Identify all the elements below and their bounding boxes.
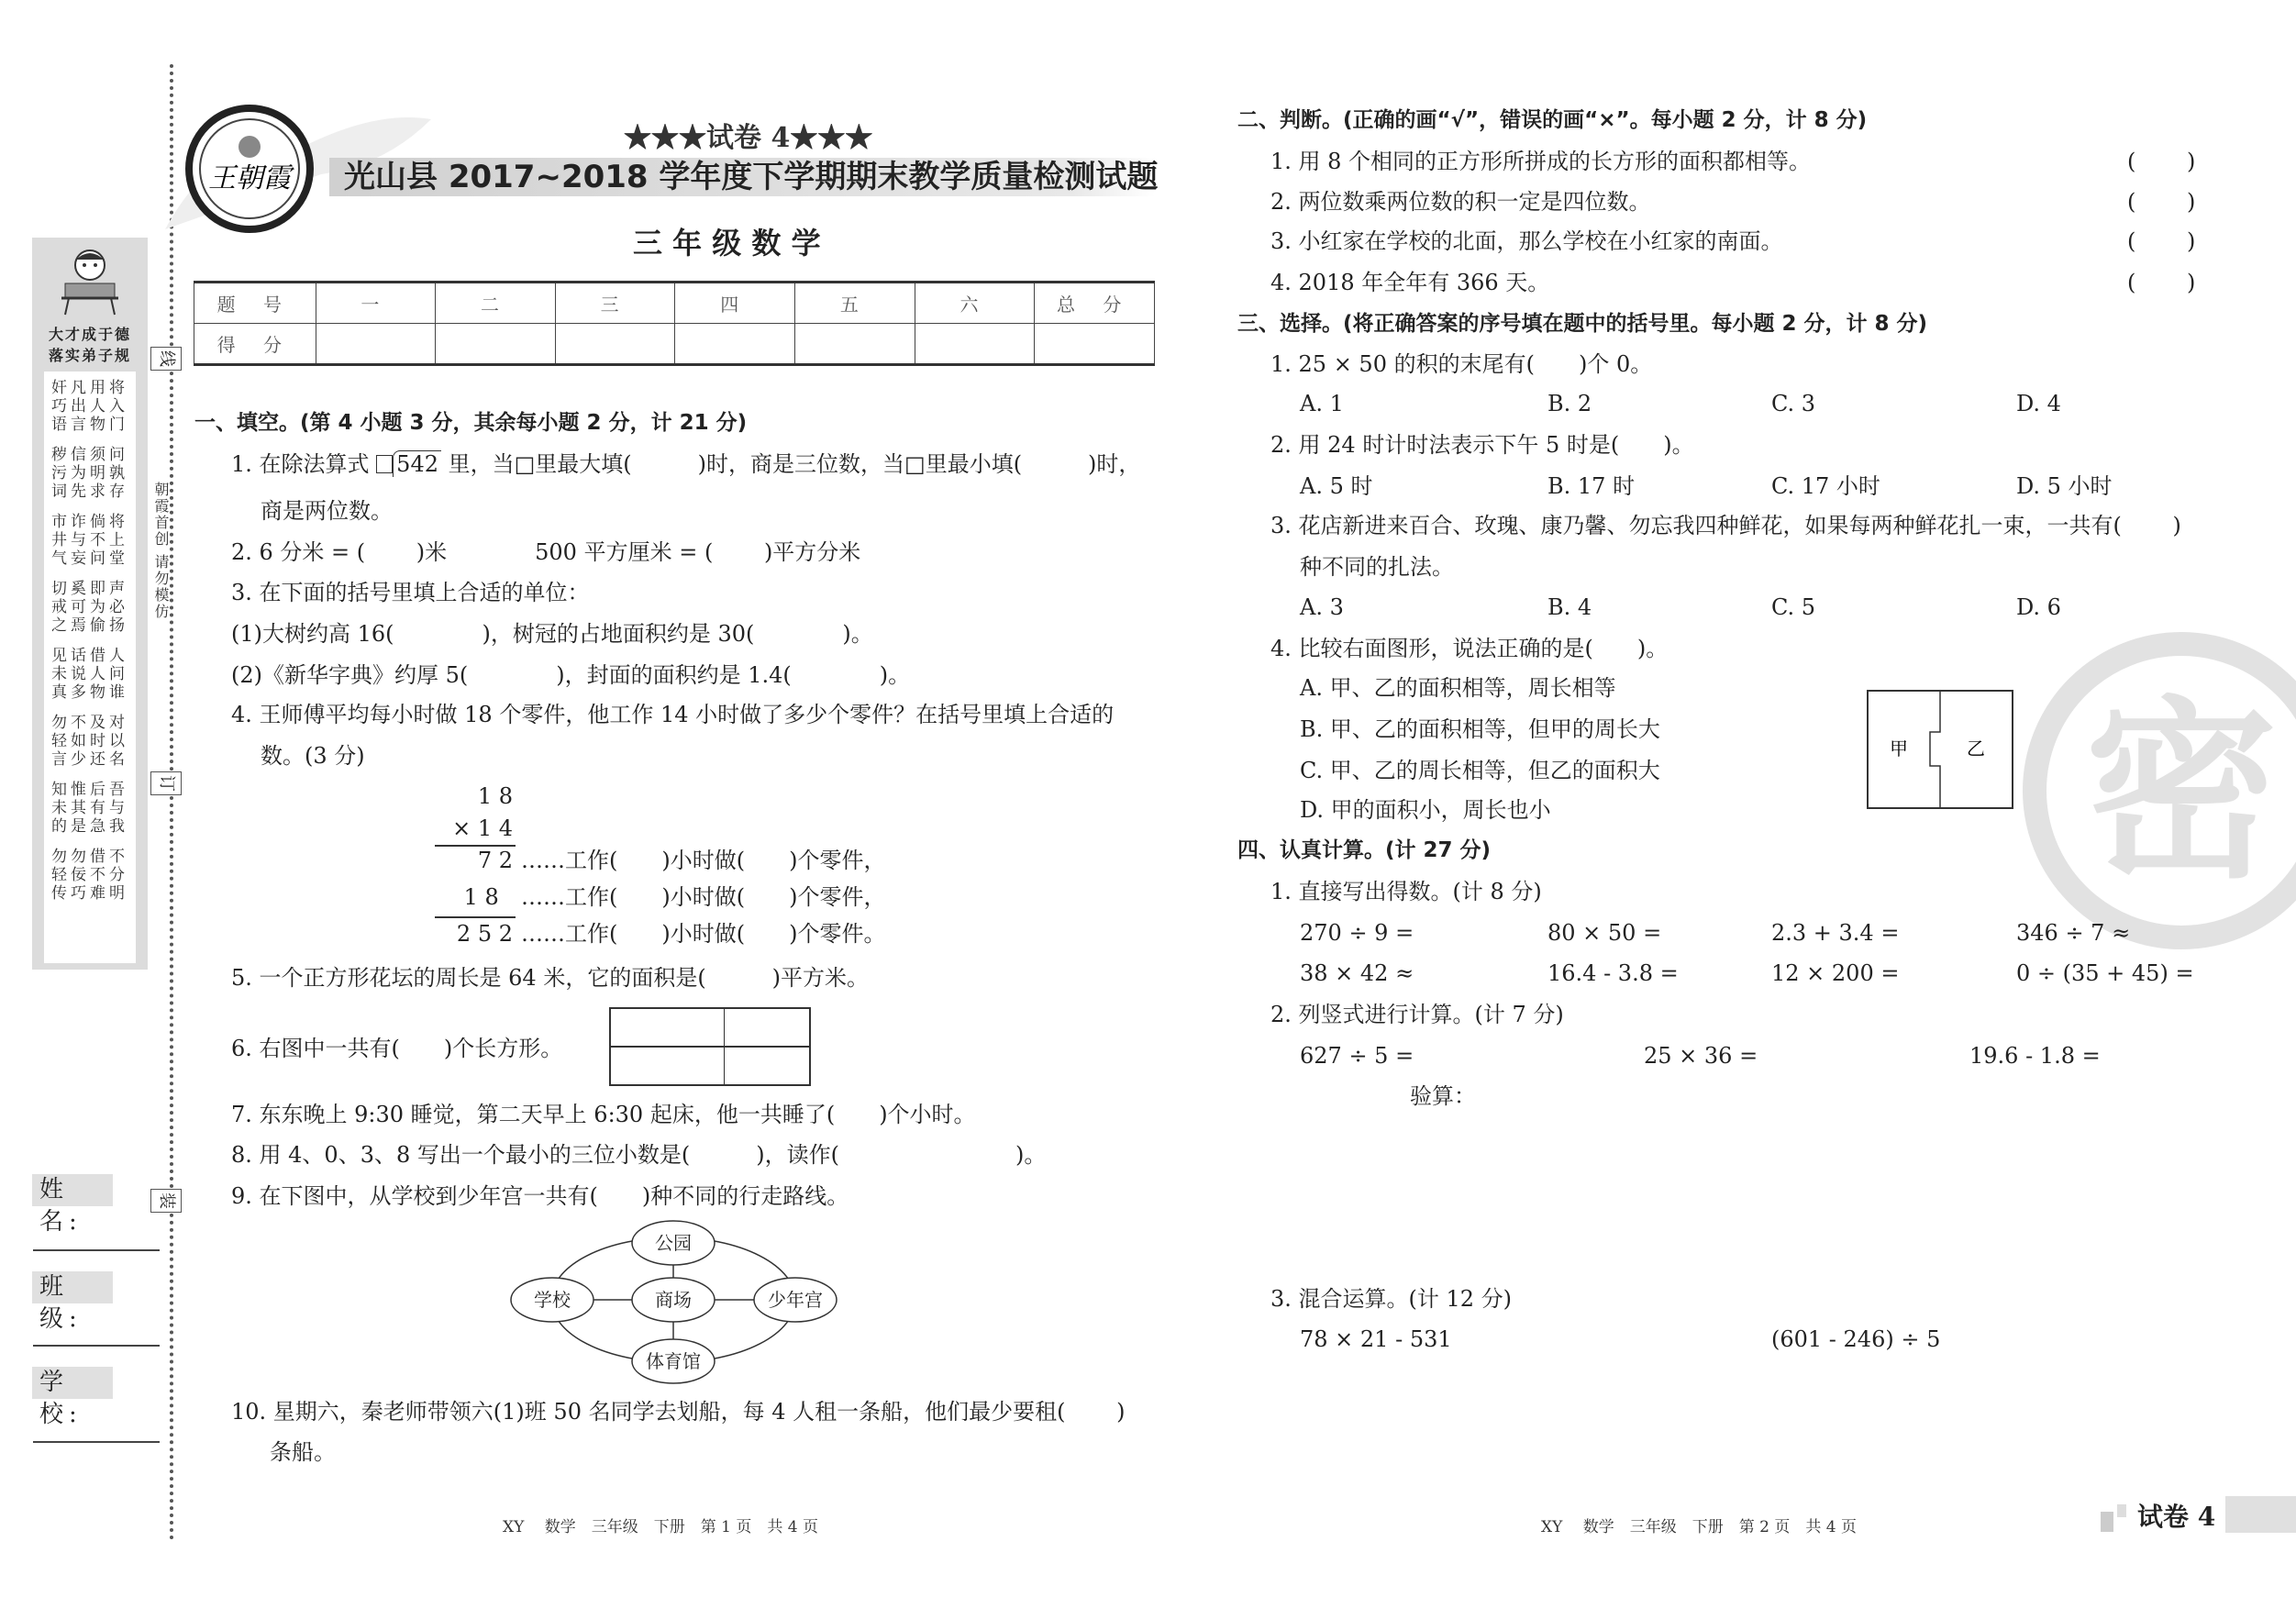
shape-b-label: 乙 <box>1967 738 1985 760</box>
judge-item: 4. 2018 年全年有 366 天。 <box>1270 270 1550 295</box>
question-7: 7. 东东晚上 9:30 睡觉，第二天早上 6:30 起床，他一共睡了( )个小时。 <box>231 1102 976 1127</box>
watermark-glyph: 密 <box>2084 680 2279 904</box>
calc-part-1: 1. 直接写出得数。(计 8 分) <box>1270 879 1542 904</box>
calc-explain-2: ……工作( )小时做( )个零件， <box>521 884 886 910</box>
shape-a-label: 甲 <box>1890 738 1908 760</box>
motto-line-2: 落实弟子规 <box>48 347 131 364</box>
calc-explain-3: ……工作( )小时做( )个零件。 <box>521 921 886 947</box>
option: A. 5 时 <box>1300 473 1373 499</box>
calc-multiplicand: 1 8 <box>477 783 513 809</box>
choice-question-2: 2. 用 24 时计时法表示下午 5 时是( )。 <box>1270 432 1694 458</box>
node-park: 公园 <box>655 1232 692 1254</box>
verse-group: 勿勿借不 轻佞不分 传巧难明 <box>51 848 128 903</box>
option: A. 3 <box>1300 594 1344 620</box>
mental-calc-item: 80 × 50 = <box>1547 920 1662 946</box>
question-8: 8. 用 4、0、3、8 写出一个最小的三位小数是( )，读作( )。 <box>231 1142 1047 1168</box>
question-3-2: (2)《新华字典》约厚 5( )，封面的面积约是 1.4( )。 <box>231 662 911 688</box>
page-footer-right: XY 数学 三年级 下册 第 2 页 共 4 页 <box>1541 1518 1857 1536</box>
node-school: 学校 <box>534 1289 571 1311</box>
header-cell: 题 号 <box>194 283 316 324</box>
mental-calc-item: 0 ÷ (35 + 45) = <box>2016 960 2194 986</box>
tab-decoration <box>2101 1512 2113 1532</box>
judge-item: 2. 两位数乘两位数的积一定是四位数。 <box>1270 189 1651 215</box>
mental-calc-item: 270 ÷ 9 = <box>1300 920 1414 946</box>
calc-partial-2: 1 8 <box>463 884 513 910</box>
mental-calc-item: 12 × 200 = <box>1771 960 1900 986</box>
answer-bracket[interactable]: ( ) <box>2127 228 2196 254</box>
option: A. 甲、乙的面积相等，周长相等 <box>1300 675 1616 701</box>
score-cell[interactable] <box>795 324 915 365</box>
logo-wordmark: 王朝霞 <box>208 162 291 194</box>
header-cell: 五 <box>795 283 915 324</box>
header-cell: 一 <box>316 283 436 324</box>
sidebar-motto-panel <box>32 238 148 970</box>
exam-title: 光山县 2017~2018 学年度下学期期末教学质量检测试题 <box>344 159 1159 195</box>
verse-group: 勿不及对 轻如时以 言少还名 <box>51 714 128 769</box>
node-mall: 商场 <box>655 1289 692 1311</box>
verse-group: 奸凡用将 巧出人入 语言物门 <box>51 379 128 434</box>
bind-mark-bind: 装 <box>150 1189 182 1213</box>
mental-calc-item: 2.3 + 3.4 = <box>1771 920 1900 946</box>
option: B. 4 <box>1547 594 1592 620</box>
choice-question-1: 1. 25 × 50 的积的末尾有( )个 0。 <box>1270 351 1653 377</box>
choice-question-4: 4. 比较右面图形，说法正确的是( )。 <box>1270 636 1669 661</box>
class-field[interactable] <box>33 1345 160 1347</box>
section-2-title: 二、判断。(正确的画“√”，错误的画“×”。每小题 2 分，计 8 分) <box>1237 108 1868 132</box>
option: D. 5 小时 <box>2016 473 2113 499</box>
question-1: 1. 在除法算式 542 里，当□里最大填( )时，商是三位数，当□里最小填( )时， <box>231 451 1141 477</box>
mental-calc-item: 38 × 42 ≈ <box>1300 960 1414 986</box>
student-cartoon-icon <box>58 245 122 318</box>
verse-group: 切奚即声 戒可为必 之焉偷扬 <box>51 580 128 635</box>
score-label: 得 分 <box>194 324 316 365</box>
class-label: 班 级: <box>32 1271 113 1303</box>
option: C. 3 <box>1771 391 1816 416</box>
calc-result: 2 5 2 <box>456 921 513 947</box>
copyright-notice: 朝霞首创 请勿模仿 <box>152 482 170 621</box>
option: B. 17 时 <box>1547 473 1636 499</box>
vertical-calc-item: 627 ÷ 5 = <box>1300 1043 1414 1069</box>
bind-mark-staple: 订 <box>150 771 182 795</box>
question-1-cont: 商是两位数。 <box>261 498 393 524</box>
name-label: 姓 名: <box>32 1174 113 1206</box>
blank-box <box>376 455 393 473</box>
calc-explain-1: ……工作( )小时做( )个零件， <box>521 848 886 873</box>
judge-item: 3. 小红家在学校的北面，那么学校在小红家的南面。 <box>1270 228 1783 254</box>
header-cell: 三 <box>555 283 675 324</box>
judge-item: 1. 用 8 个相同的正方形所拼成的长方形的面积都相等。 <box>1270 149 1812 174</box>
verse-group: 市诈倘将 井与不上 气妄问堂 <box>51 513 128 568</box>
paper-series-badge: ★★★试卷 4★★★ <box>624 122 873 154</box>
header-cell: 四 <box>675 283 795 324</box>
question-4-cont: 数。(3 分) <box>261 743 365 769</box>
vertical-calc-item: 25 × 36 = <box>1644 1043 1758 1069</box>
school-field[interactable] <box>33 1441 160 1443</box>
node-gym: 体育馆 <box>646 1350 701 1372</box>
mixed-calc-item: (601 - 246) ÷ 5 <box>1771 1326 1941 1352</box>
subject-title: 三 年 级 数 学 <box>633 226 821 261</box>
calc-part-2: 2. 列竖式进行计算。(计 7 分) <box>1270 1002 1564 1027</box>
option: D. 4 <box>2016 391 2061 416</box>
question-3: 3. 在下面的括号里填上合适的单位： <box>231 580 590 605</box>
score-cell[interactable] <box>915 324 1035 365</box>
binding-dotted-line <box>170 64 173 1541</box>
confidential-watermark <box>2020 629 2296 952</box>
score-cell[interactable] <box>316 324 436 365</box>
question-2: 2. 6 分米 = ( )米 500 平方厘米 = ( )平方分米 <box>231 539 861 565</box>
table-row <box>194 283 1155 324</box>
calc-rule <box>435 916 516 918</box>
table-row <box>194 324 1155 365</box>
score-cell[interactable] <box>1035 324 1155 365</box>
mental-calc-item: 346 ÷ 7 ≈ <box>2016 920 2131 946</box>
answer-bracket[interactable]: ( ) <box>2127 189 2196 215</box>
score-cell[interactable] <box>675 324 795 365</box>
score-cell[interactable] <box>436 324 556 365</box>
mixed-calc-item: 78 × 21 - 531 <box>1300 1326 1452 1352</box>
school-label: 学 校: <box>32 1367 113 1399</box>
verse-group: 秽信须问 污为明孰 词先求存 <box>51 446 128 501</box>
verse-group: 知惟后吾 未其有与 的是急我 <box>51 781 128 836</box>
choice-question-3-cont: 种不同的扎法。 <box>1300 554 1454 580</box>
node-youth-palace: 少年宫 <box>768 1289 823 1311</box>
paper-number-tab: 试卷 4 <box>2137 1502 2216 1532</box>
question-3-1: (1)大树约高 16( )，树冠的占地面积约是 30( )。 <box>231 621 873 647</box>
choice-question-3: 3. 花店新进来百合、玫瑰、康乃馨、勿忘我四种鲜花，如果每两种鲜花扎一束，一共有( ) <box>1270 513 2181 538</box>
option: C. 5 <box>1771 594 1816 620</box>
score-table <box>194 281 1155 366</box>
header-cell: 二 <box>436 283 556 324</box>
option: D. 甲的面积小，周长也小 <box>1300 797 1551 823</box>
shape-comparison-figure <box>1866 689 2016 812</box>
option: B. 2 <box>1547 391 1592 416</box>
motto-line-1: 大才成于德 <box>48 326 131 343</box>
check-label: 验算： <box>1410 1083 1476 1109</box>
option: C. 甲、乙的周长相等，但乙的面积大 <box>1300 758 1660 783</box>
section-4-title: 四、认真计算。(计 27 分) <box>1237 838 1492 862</box>
question-4: 4. 王师傅平均每小时做 18 个零件，他工作 14 小时做了多少个零件？在括号里填上合适的 <box>231 702 1115 727</box>
question-5: 5. 一个正方形花坛的周长是 64 米，它的面积是( )平方米。 <box>231 965 870 991</box>
option: D. 6 <box>2016 594 2061 620</box>
tab-block <box>2225 1496 2296 1533</box>
option: C. 17 小时 <box>1771 473 1880 499</box>
option: A. 1 <box>1300 391 1344 416</box>
calc-multiplier: × 1 4 <box>452 815 513 841</box>
name-field[interactable] <box>33 1249 160 1251</box>
answer-bracket[interactable]: ( ) <box>2127 149 2196 174</box>
header-cell: 总 分 <box>1035 283 1155 324</box>
section-3-title: 三、选择。(将正确答案的序号填在题中的括号里。每小题 2 分，计 8 分) <box>1237 312 1928 336</box>
motto-verses <box>44 372 136 963</box>
section-1-title: 一、填空。(第 4 小题 3 分，其余每小题 2 分，计 21 分) <box>194 411 748 435</box>
answer-bracket[interactable]: ( ) <box>2127 270 2196 295</box>
score-cell[interactable] <box>555 324 675 365</box>
header-cell: 六 <box>915 283 1035 324</box>
calc-partial-1: 7 2 <box>477 848 513 873</box>
mental-calc-item: 16.4 - 3.8 = <box>1547 960 1679 986</box>
question-10-cont: 条船。 <box>270 1439 336 1465</box>
route-map-diagram <box>495 1211 853 1394</box>
calc-part-3: 3. 混合运算。(计 12 分) <box>1270 1286 1513 1312</box>
bind-mark-line: 线 <box>150 347 182 371</box>
question-10: 10. 星期六，秦老师带领六(1)班 50 名同学去划船，每 4 人租一条船，他们最少要租( ) <box>231 1399 1126 1425</box>
verse-group: 见话借人 未说人问 真多物谁 <box>51 647 128 702</box>
tab-decoration <box>2117 1504 2126 1517</box>
question-6: 6. 右图中一共有( )个长方形。 <box>231 1036 563 1061</box>
vertical-calc-item: 19.6 - 1.8 = <box>1969 1043 2101 1069</box>
question-9: 9. 在下图中，从学校到少年宫一共有( )种不同的行走路线。 <box>231 1183 849 1209</box>
page-footer-left: XY 数学 三年级 下册 第 1 页 共 4 页 <box>503 1518 818 1536</box>
rectangle-figure <box>609 1007 811 1086</box>
option: B. 甲、乙的面积相等，但甲的周长大 <box>1300 716 1660 742</box>
